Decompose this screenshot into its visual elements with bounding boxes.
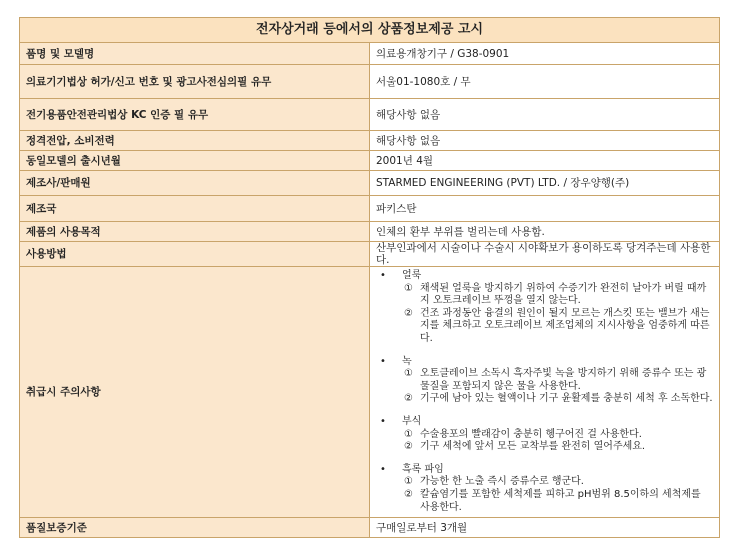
row-label: 제품의 사용목적 [20,222,370,242]
care-item: ① 오토클레이브 소독시 흑자주빛 녹을 방지하기 위해 증류수 또는 광물질을 포함되지 않은 물을 사용한다. [404,368,707,392]
care-item: ② 기구에 남아 있는 혈액이나 기구 윤활제를 충분히 세척 후 소독한다. [404,393,713,405]
row-label: 의료기기법상 허가/신고 번호 및 광고사전심의필 유무 [20,65,370,99]
care-heading: • 부식 [380,415,422,427]
row-value: 인체의 환부 부위를 벌리는데 사용함. [370,222,720,242]
table-row [20,65,720,99]
table-row [20,222,720,242]
care-item: ② 기구 세척에 앞서 모든 교착부를 완전히 열어주세요. [404,441,646,453]
row-label: 제조사/판매원 [20,171,370,196]
row-label: 동일모델의 출시년월 [20,151,370,171]
notice-title: 전자상거래 등에서의 상품정보제공 고시 [20,18,720,43]
care-item: ② 칼슘염기를 포함한 세척제를 피하고 pH범위 8.5이하의 세척제를 사용한다. [404,488,701,513]
row-label: 전기용품안전관리법상 KC 인증 필 유무 [20,99,370,131]
care-item: ② 건조 과정동안 융결의 원인이 될지 모르는 개스킷 또는 밸브가 새는지를 체크하고 오토크레이브 제조업체의 지시사항을 엄중하게 따른다. [404,307,710,344]
care-heading: • 녹 [380,355,412,367]
row-value: 의료용개창기구 / G38-0901 [370,43,720,65]
table-row [20,151,720,171]
row-label: 사용방법 [20,242,370,267]
care-heading: • 얼룩 [380,270,422,281]
care-label: 취급시 주의사항 [20,267,370,518]
row-value: 해당사항 없음 [370,99,720,131]
care-row [20,267,720,518]
row-value: 구매일로부터 3개월 [370,518,720,538]
table-row [20,196,720,222]
row-value: 해당사항 없음 [370,131,720,151]
table-row [20,43,720,65]
table-row [20,99,720,131]
table-row [20,171,720,196]
row-label: 품명 및 모델명 [20,43,370,65]
care-content [370,267,720,518]
table-row [20,242,720,267]
row-value: STARMED ENGINEERING (PVT) LTD. / 장우양행(주) [370,171,720,196]
product-info-notice [19,17,720,538]
care-item: ① 가능한 한 노출 즉시 증류수로 행군다. [404,476,584,488]
row-label: 품질보증기준 [20,518,370,538]
row-value: 서울01-1080호 / 무 [370,65,720,99]
row-value: 파키스탄 [370,196,720,222]
care-item: ① 채색된 얼룩을 방지하기 위하여 수증기가 완전히 날아가 버릴 때까지 오토크레이브 뚜껑을 열지 않는다. [404,282,707,307]
table-row [20,518,720,538]
info-table [19,17,720,538]
care-item: ① 수술용포의 빨래감이 충분히 헹구어진 걸 사용한다. [404,428,642,440]
row-value: 산부인과에서 시술이나 수술시 시야확보가 용이하도록 당겨주는데 사용한다. [370,242,720,267]
table-row [20,131,720,151]
care-heading: • 흑록 파임 [380,463,444,475]
row-label: 정격전압, 소비전력 [20,131,370,151]
row-value: 2001년 4월 [370,151,720,171]
row-label: 제조국 [20,196,370,222]
